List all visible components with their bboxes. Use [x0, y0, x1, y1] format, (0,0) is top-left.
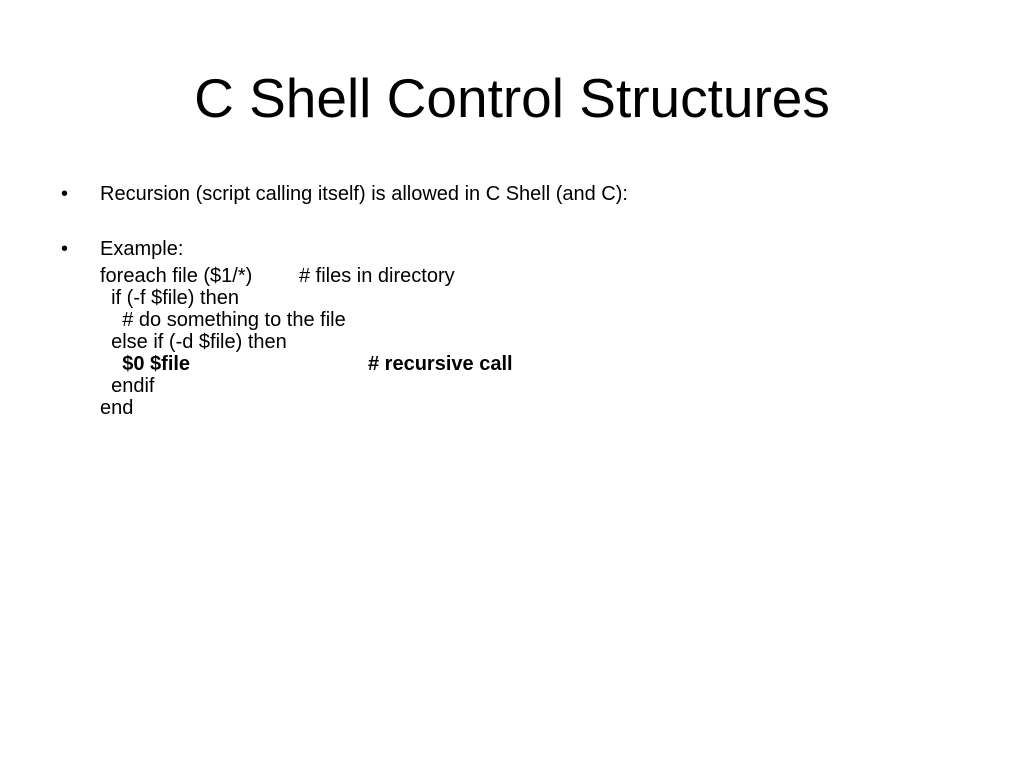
code-line [100, 287, 239, 309]
bullet-text: Recursion (script calling itself) is allowed in C Shell (and C): [100, 183, 628, 205]
code-comment: # recursive call [368, 353, 513, 375]
code-line [100, 397, 133, 419]
code-text: if (-f $file) then [100, 287, 239, 309]
code-text: else if (-d $file) then [100, 331, 287, 353]
code-text: # do something to the file [100, 309, 346, 331]
bullet-text: Example: [100, 238, 184, 260]
code-line [100, 331, 287, 353]
code-line [100, 265, 455, 287]
code-line [100, 375, 155, 397]
code-comment: # files in directory [299, 265, 455, 287]
code-line [100, 309, 346, 331]
bullet-icon: • [61, 183, 69, 205]
code-text: end [100, 397, 134, 419]
slide-title: C Shell Control Structures [194, 67, 830, 129]
code-text: foreach file ($1/*) [100, 265, 253, 287]
bullet-icon: • [61, 238, 69, 260]
code-text: $0 $file [100, 353, 191, 375]
code-line-recursive-call [100, 353, 513, 375]
code-example [100, 265, 513, 419]
code-text: endif [100, 375, 155, 397]
